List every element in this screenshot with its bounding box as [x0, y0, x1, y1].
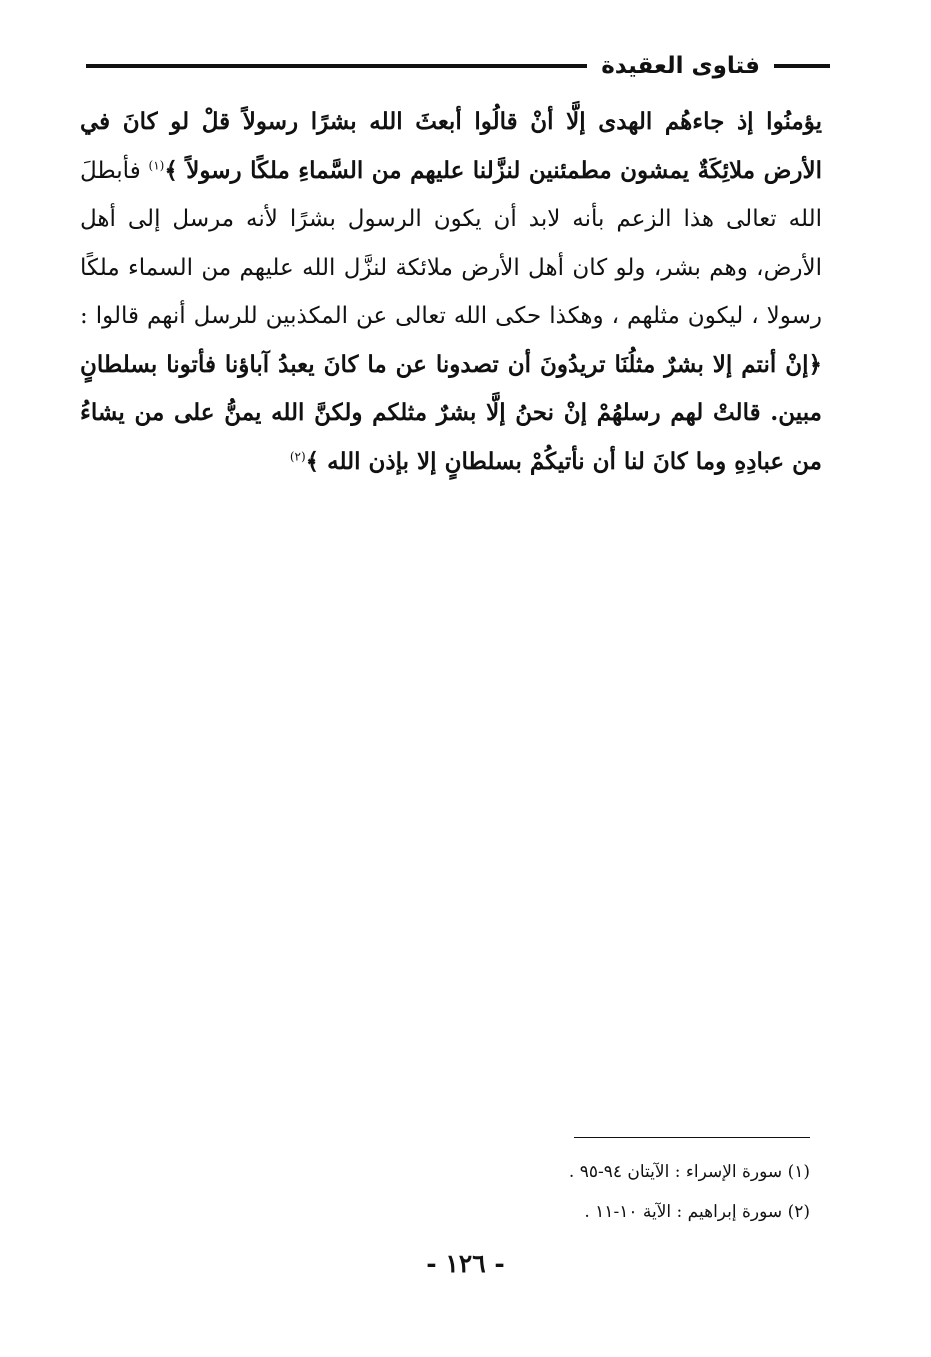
page-header [86, 46, 830, 86]
running-title: فتاوى العقيدة [601, 53, 760, 79]
footnote-ref-1: (١) [148, 157, 165, 172]
page-number: - ١٢٦ - [426, 1249, 505, 1278]
header-rule-short [774, 64, 830, 68]
footnote-separator [574, 1137, 810, 1138]
header-rule-long [86, 64, 587, 68]
footnote-2: (٢) سورة إبراهيم : الآية ١٠-١١ . [584, 1202, 810, 1222]
body-text [80, 98, 822, 486]
quran-quote-2: ﴿إنْ أنتم إلا بشرٌ مثلُنَا تريدُونَ أن تصدونا عن ما كانَ يعبدُ آباؤنا فأتونا بسلطانٍ مبين. قالتْ لهم رسلهُمْ إنْ نحنُ إلَّا بشرٌ مثلكم ولكنَّ الله يمنُّ على من يشاءُ من عبادِهِ وما كانَ لنا أن نأتيكُمْ بسلطانٍ إلا بإذن الله ﴾ [80, 350, 822, 475]
footnote-1: (١) سورة الإسراء : الآيتان ٩٤-٩٥ . [568, 1162, 810, 1182]
body-paragraph: فأبطلَ الله تعالى هذا الزعم بأنه لابد أن يكون الرسول بشرًا لأنه مرسل إلى أهل الأرض، وهم بشر، ولو كان أهل الأرض ملائكة لنزَّل الله عليهم من السماء ملكًا رسولا ، ليكون مثلهم ، وهكذا حكى الله تعالى عن المكذبين للرسل أنهم قالوا : [80, 157, 822, 329]
footnotes [480, 1152, 810, 1232]
footnote-ref-2: (٢) [289, 448, 306, 463]
quran-quote-1: يؤمنُوا إذ جاءهُم الهدى إلَّا أنْ قالُوا أبعثَ الله بشرًا رسولاً قلْ لو كانَ في الأرض ملائِكَةٌ يمشون مطمئنين لنزَّلنا عليهم من السَّماءِ ملكًا رسولاً ﴾ [80, 108, 823, 184]
